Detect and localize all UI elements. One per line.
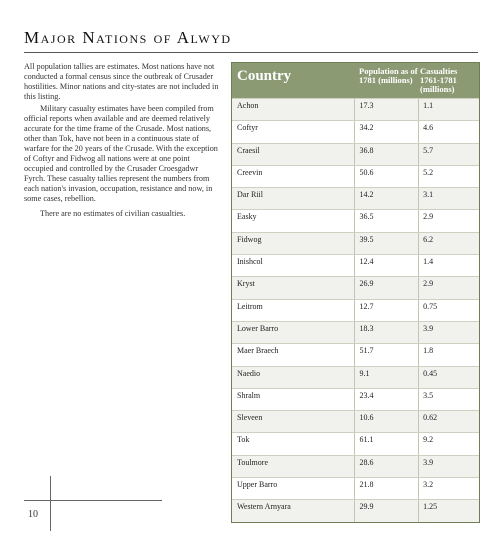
country-cell: Kryst bbox=[232, 277, 355, 298]
casualties-cell: 1.1 bbox=[423, 101, 434, 110]
country-cell: Naedio bbox=[232, 367, 355, 388]
casualties-cell: 5.7 bbox=[423, 145, 434, 155]
intro-paragraph-1: All population tallies are estimates. Most nations have not conducted a formal census since the outbreak of Crusader hostilities. Minor nations and city-states are not included in this listing. bbox=[24, 62, 219, 101]
casualties-cell: 6.2 bbox=[423, 234, 434, 244]
nations-table bbox=[231, 62, 480, 523]
population-cell: 61.1 bbox=[355, 433, 419, 454]
population-cell: 34.2 bbox=[355, 121, 419, 142]
population-cell: 29.9 bbox=[355, 500, 419, 521]
population-cell: 39.5 bbox=[355, 233, 419, 254]
table-row bbox=[232, 232, 479, 254]
page-number: 10 bbox=[28, 509, 38, 520]
casualties-cell: 0.62 bbox=[423, 413, 438, 423]
country-cell: Toulmore bbox=[232, 456, 355, 477]
casualties-cell: 3.5 bbox=[423, 390, 434, 400]
table-body bbox=[232, 98, 479, 522]
population-cell: 10.6 bbox=[355, 411, 419, 432]
population-cell: 18.3 bbox=[355, 322, 419, 343]
table-header bbox=[232, 63, 479, 98]
intro-text bbox=[24, 62, 220, 219]
population-cell: 14.2 bbox=[355, 188, 419, 209]
country-cell: Maer Braech bbox=[232, 344, 355, 365]
casualties-cell: 2.9 bbox=[423, 212, 434, 222]
casualties-column-header: Casualties 1761-1781 (millions) bbox=[420, 66, 458, 94]
population-cell: 12.4 bbox=[355, 255, 419, 276]
crop-mark-horizontal bbox=[24, 500, 162, 501]
population-cell: 21.8 bbox=[355, 478, 419, 499]
country-cell: Dar Riil bbox=[232, 188, 355, 209]
casualties-cell: 1.25 bbox=[423, 502, 438, 512]
casualties-cell: 9.2 bbox=[423, 435, 434, 445]
intro-paragraph-3: There are no estimates of civilian casualties. bbox=[40, 209, 186, 218]
table-row bbox=[232, 388, 479, 410]
population-cell: 12.7 bbox=[355, 300, 419, 321]
table-row bbox=[232, 276, 479, 298]
casualties-cell: 3.1 bbox=[423, 190, 434, 200]
population-column-header: Population as of 1781 (millions) bbox=[359, 66, 418, 85]
population-cell: 51.7 bbox=[355, 344, 419, 365]
table-row bbox=[232, 98, 479, 120]
casualties-cell: 0.75 bbox=[423, 301, 438, 311]
population-cell: 26.9 bbox=[355, 277, 419, 298]
population-cell: 50.6 bbox=[355, 166, 419, 187]
population-cell: 9.1 bbox=[355, 367, 419, 388]
country-cell: Craesil bbox=[232, 144, 355, 165]
country-cell: Coftyr bbox=[232, 121, 355, 142]
country-cell: Achon bbox=[232, 99, 355, 120]
population-cell: 36.5 bbox=[355, 210, 419, 231]
casualties-cell: 2.9 bbox=[423, 279, 434, 289]
table-row bbox=[232, 343, 479, 365]
table-row bbox=[232, 165, 479, 187]
country-cell: Leitrom bbox=[232, 300, 355, 321]
table-row bbox=[232, 477, 479, 499]
casualties-cell: 4.6 bbox=[423, 123, 434, 133]
page-title: Major Nations of Alwyd bbox=[24, 28, 232, 47]
title-divider bbox=[24, 52, 478, 53]
country-cell: Creevin bbox=[232, 166, 355, 187]
table-row bbox=[232, 321, 479, 343]
country-cell: Shralm bbox=[232, 389, 355, 410]
table-row bbox=[232, 187, 479, 209]
country-cell: Western Arnyara bbox=[232, 500, 355, 521]
table-row bbox=[232, 120, 479, 142]
population-cell: 17.3 bbox=[355, 99, 419, 120]
country-cell: Lower Barro bbox=[232, 322, 355, 343]
table-row bbox=[232, 209, 479, 231]
population-cell: 36.8 bbox=[355, 144, 419, 165]
table-row bbox=[232, 410, 479, 432]
country-cell: Easky bbox=[232, 210, 355, 231]
table-row bbox=[232, 499, 479, 521]
table-row bbox=[232, 254, 479, 276]
casualties-cell: 3.9 bbox=[423, 323, 434, 333]
table-row bbox=[232, 432, 479, 454]
table-row bbox=[232, 143, 479, 165]
table-row bbox=[232, 366, 479, 388]
country-cell: Sleveen bbox=[232, 411, 355, 432]
casualties-cell: 0.45 bbox=[423, 368, 438, 378]
table-row bbox=[232, 299, 479, 321]
casualties-cell: 5.2 bbox=[423, 167, 434, 177]
casualties-cell: 3.2 bbox=[423, 480, 434, 490]
country-cell: Inishcol bbox=[232, 255, 355, 276]
country-column-header: Country bbox=[237, 68, 292, 84]
population-cell: 28.6 bbox=[355, 456, 419, 477]
intro-paragraph-2: Military casualty estimates have been compiled from official reports when available and are deemed relatively accurate for the time frame of the Crusade. Most nations, other than Tok, have not been in a continuous state of warfare for the 20 years of the Crusade. With the exception of Coftyr and Fidwog all nations were at one point occupied and controlled by the Crusader Croesgadwr Fyrch. These casualty tallies represent the numbers from each nation's invasion, occupation, resistance and now, in some cases, rebellion. bbox=[24, 104, 218, 203]
casualties-cell: 1.8 bbox=[423, 346, 434, 356]
table-row bbox=[232, 455, 479, 477]
population-cell: 23.4 bbox=[355, 389, 419, 410]
country-cell: Upper Barro bbox=[232, 478, 355, 499]
casualties-cell: 3.9 bbox=[423, 457, 434, 467]
country-cell: Tok bbox=[232, 433, 355, 454]
country-cell: Fidwog bbox=[232, 233, 355, 254]
crop-mark-vertical bbox=[50, 476, 51, 531]
casualties-cell: 1.4 bbox=[423, 257, 434, 267]
